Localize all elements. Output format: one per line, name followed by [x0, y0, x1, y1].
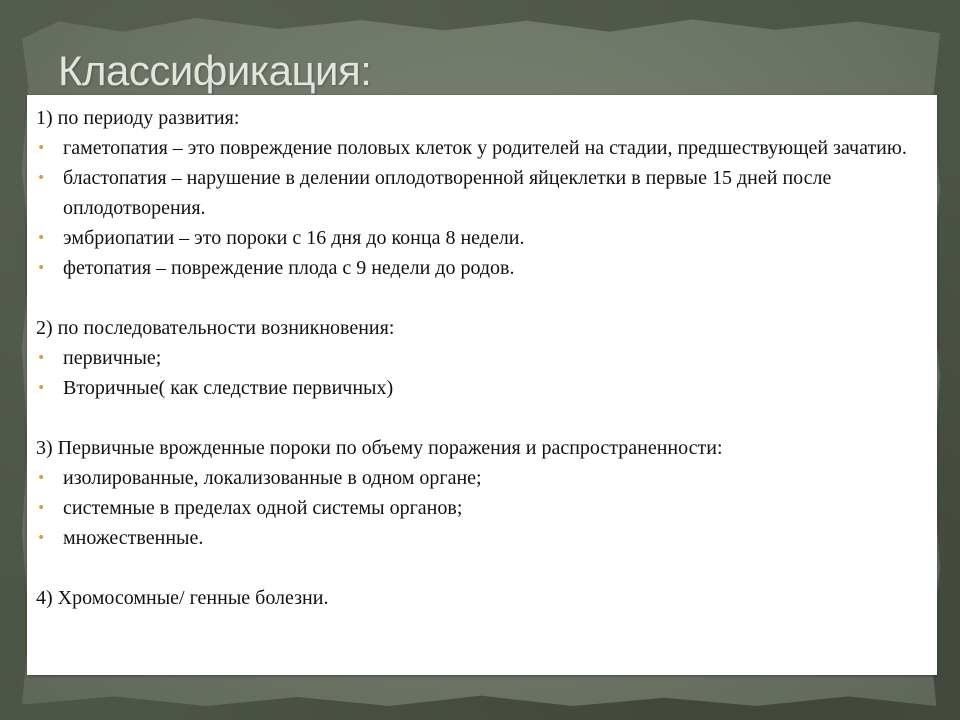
list-item [35, 463, 937, 493]
section-heading: 4) Хромосомные/ генные болезни. [36, 587, 329, 609]
bullet-dot-icon: • [37, 260, 46, 276]
bullet-dot-icon: • [37, 230, 46, 246]
section-heading: 2) по последовательности возникновения: [36, 317, 395, 339]
list-item [35, 133, 937, 163]
bullet-dot-icon: • [37, 140, 46, 156]
content-box [27, 95, 937, 675]
list-item-text: первичные; [63, 347, 162, 369]
list-item [35, 163, 937, 223]
bullet-dot-icon: • [37, 380, 46, 396]
list-item [35, 253, 937, 283]
bullet-dot-icon: • [37, 530, 46, 546]
list-item [35, 523, 937, 553]
list-item [35, 493, 937, 523]
section-chromosomal-genetic [35, 583, 937, 613]
list-item-text: бластопатия – нарушение в делении оплодотворенной яйцеклетки в первые 15 дней после оплодотворения. [63, 167, 832, 219]
section-heading: 1) по периоду развития: [36, 107, 240, 129]
bullet-list [35, 463, 937, 553]
bullet-dot-icon: • [37, 500, 46, 516]
bullet-dot-icon: • [37, 470, 46, 486]
section-heading: 3) Первичные врожденные пороки по объему поражения и распространенности: [36, 437, 723, 459]
list-item [35, 373, 937, 403]
section-extent-of-lesion [35, 433, 937, 553]
list-item-text: системные в пределах одной системы органов; [63, 497, 463, 519]
bullet-dot-icon: • [37, 350, 46, 366]
list-item-text: изолированные, локализованные в одном органе; [63, 467, 482, 489]
list-item [35, 343, 937, 373]
list-item [35, 223, 937, 253]
list-item-text: Вторичные( как следствие первичных) [63, 377, 394, 399]
slide-title: Классификация: [58, 47, 372, 94]
list-item-text: фетопатия – повреждение плода с 9 недели до родов. [63, 257, 515, 279]
section-sequence-of-occurrence [35, 313, 937, 403]
list-item-text: гаметопатия – это повреждение половых клеток у родителей на стадии, предшествующей зачатию. [63, 137, 907, 159]
bullet-list [35, 343, 937, 403]
list-item-text: множественные. [63, 527, 204, 549]
list-item-text: эмбриопатии – это пороки с 16 дня до конца 8 недели. [63, 227, 525, 249]
bullet-dot-icon: • [37, 170, 46, 186]
bullet-list [35, 133, 937, 283]
section-developmental-period [35, 103, 937, 283]
